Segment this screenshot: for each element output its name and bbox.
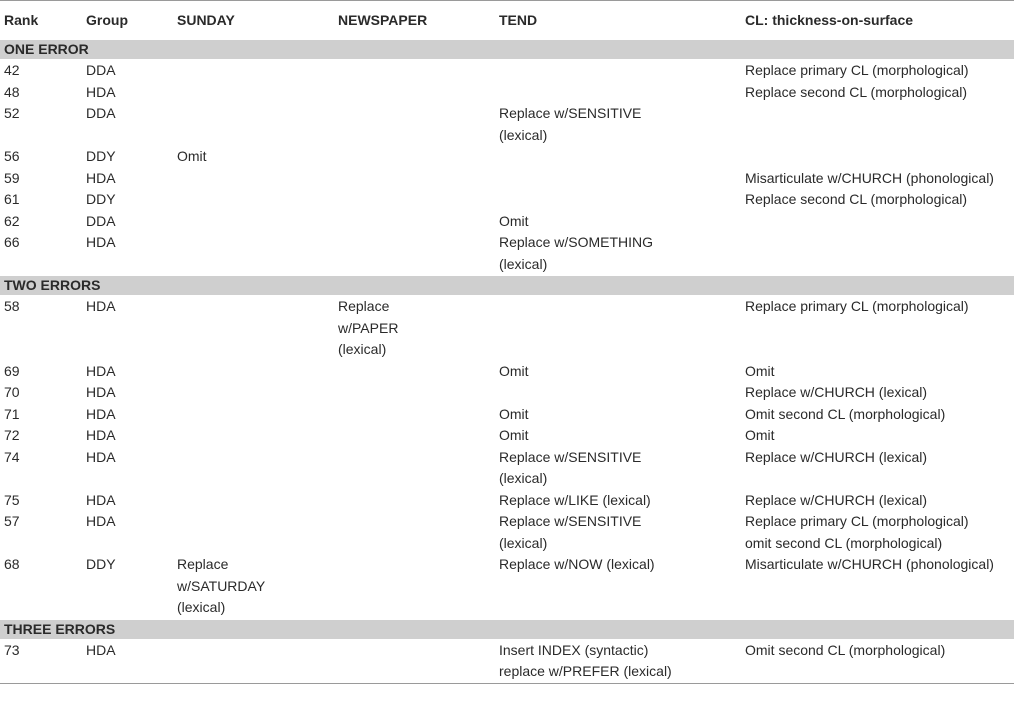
cell-tend [495, 189, 741, 211]
table-row [0, 425, 1014, 447]
cell-newspaper [334, 490, 495, 512]
cell-rank: 52 [4, 105, 20, 121]
header-tend: TEND [499, 12, 538, 28]
cell-tend [495, 425, 741, 447]
cell-line: Omit [745, 362, 775, 379]
cell-group: HDA [86, 83, 116, 100]
cell-line: Omit [499, 212, 529, 229]
cell-newspaper [334, 146, 495, 168]
cell-line: Replace primary CL (morphological) [745, 513, 969, 529]
cell-group: HDA [86, 448, 116, 465]
cell-sunday [173, 511, 334, 554]
cell-line: replace w/PREFER (lexical) [499, 663, 672, 679]
cell-line: Omit [745, 427, 775, 443]
cell-tend [495, 404, 741, 426]
section-header-row [0, 619, 1014, 639]
cell-sunday [173, 103, 334, 146]
cell-rank: 42 [4, 62, 20, 78]
cell-group: HDA [86, 641, 116, 658]
cell-cl [741, 361, 1014, 383]
cell-line: Misarticulate w/CHURCH (phonological) [745, 556, 994, 572]
cell-cl [741, 189, 1014, 211]
section-title: ONE ERROR [0, 40, 1014, 60]
cell-line: Misarticulate w/CHURCH (phonological) [745, 169, 994, 186]
cell-line: (lexical) [177, 599, 226, 615]
cell-line: Replace primary CL (morphological) [745, 298, 969, 314]
cell-newspaper [334, 103, 495, 146]
cell-line: Replace second CL (morphological) [745, 191, 968, 207]
cell-cl [741, 103, 1014, 146]
cell-line: (lexical) [499, 255, 548, 272]
cell-sunday [173, 490, 334, 512]
cell-rank: 48 [4, 83, 20, 100]
cell-group: HDA [86, 234, 116, 250]
cell-group: DDY [86, 191, 116, 207]
cell-newspaper [334, 60, 495, 82]
cell-group: DDA [86, 62, 116, 78]
cell-sunday [173, 146, 334, 168]
cell-group: HDA [86, 169, 116, 186]
section-header-row [0, 276, 1014, 296]
cell-sunday [173, 60, 334, 82]
cell-cl [741, 60, 1014, 82]
header-group: Group [86, 12, 128, 28]
cell-newspaper [334, 361, 495, 383]
cell-rank: 59 [4, 169, 20, 186]
cell-line: Omit second CL (morphological) [745, 405, 946, 422]
cell-sunday [173, 382, 334, 404]
cell-group: DDY [86, 556, 116, 572]
cell-line: w/PAPER [338, 319, 399, 336]
cell-line: Replace [177, 556, 229, 572]
cell-line: Omit [499, 362, 529, 379]
cell-line: omit second CL (morphological) [745, 534, 943, 551]
cell-cl [741, 447, 1014, 490]
cell-rank: 58 [4, 298, 20, 314]
cell-rank: 57 [4, 513, 20, 529]
cell-rank: 72 [4, 427, 20, 443]
cell-rank: 70 [4, 384, 20, 400]
cell-tend [495, 490, 741, 512]
cell-sunday [173, 404, 334, 426]
cell-tend [495, 232, 741, 276]
cell-tend [495, 639, 741, 683]
cell-sunday [173, 296, 334, 361]
cell-group: DDA [86, 105, 116, 121]
cell-tend [495, 146, 741, 168]
cell-group: HDA [86, 405, 116, 422]
table-row [0, 490, 1014, 512]
cell-cl [741, 232, 1014, 276]
table-body [0, 40, 1014, 684]
table-row [0, 168, 1014, 190]
cell-sunday [173, 554, 334, 619]
cell-group: DDA [86, 212, 116, 229]
cell-sunday [173, 639, 334, 683]
cell-cl [741, 168, 1014, 190]
table-row [0, 82, 1014, 104]
cell-sunday [173, 425, 334, 447]
cell-sunday [173, 211, 334, 233]
cell-tend [495, 382, 741, 404]
cell-sunday [173, 168, 334, 190]
cell-rank: 61 [4, 191, 20, 207]
cell-line: Omit [499, 405, 529, 422]
cell-rank: 75 [4, 491, 20, 508]
table-row [0, 211, 1014, 233]
cell-tend [495, 103, 741, 146]
cell-rank: 66 [4, 234, 20, 250]
cell-cl [741, 211, 1014, 233]
cell-tend [495, 447, 741, 490]
cell-tend [495, 60, 741, 82]
table-row [0, 361, 1014, 383]
header-newspaper: NEWSPAPER [338, 12, 428, 28]
cell-newspaper [334, 447, 495, 490]
cell-rank: 71 [4, 405, 20, 422]
cell-cl [741, 82, 1014, 104]
cell-line: Replace [338, 298, 390, 314]
cell-cl [741, 639, 1014, 683]
table-row [0, 382, 1014, 404]
cell-newspaper [334, 189, 495, 211]
cell-sunday [173, 232, 334, 276]
cell-rank: 68 [4, 556, 20, 572]
cell-tend [495, 296, 741, 361]
cell-sunday [173, 447, 334, 490]
table-row [0, 404, 1014, 426]
table-row [0, 146, 1014, 168]
table-row [0, 189, 1014, 211]
cell-newspaper [334, 425, 495, 447]
cell-group: HDA [86, 362, 116, 379]
cell-tend [495, 511, 741, 554]
cell-sunday [173, 82, 334, 104]
table-row [0, 232, 1014, 276]
cell-rank: 73 [4, 641, 20, 658]
cell-sunday [173, 361, 334, 383]
cell-newspaper [334, 554, 495, 619]
cell-rank: 62 [4, 212, 20, 229]
table-row [0, 60, 1014, 82]
cell-cl [741, 382, 1014, 404]
cell-line: (lexical) [338, 341, 387, 357]
cell-newspaper [334, 82, 495, 104]
cell-cl [741, 425, 1014, 447]
cell-line: (lexical) [499, 534, 548, 551]
cell-line: Insert INDEX (syntactic) [499, 641, 649, 658]
cell-group: HDA [86, 491, 116, 508]
cell-line: Omit [177, 148, 207, 164]
cell-cl [741, 511, 1014, 554]
table-row [0, 554, 1014, 619]
section-header-row [0, 40, 1014, 60]
cell-newspaper [334, 382, 495, 404]
cell-tend [495, 361, 741, 383]
cell-line: Omit [499, 427, 529, 443]
cell-cl [741, 554, 1014, 619]
cell-line: (lexical) [499, 470, 548, 486]
header-row [0, 1, 1014, 40]
cell-line: Omit second CL (morphological) [745, 641, 946, 658]
cell-sunday [173, 189, 334, 211]
table-row [0, 447, 1014, 490]
cell-group: HDA [86, 384, 116, 400]
table-row [0, 296, 1014, 361]
cell-group: HDA [86, 427, 116, 443]
table-row [0, 511, 1014, 554]
cell-newspaper [334, 168, 495, 190]
header-sunday: SUNDAY [177, 12, 235, 28]
cell-line: Replace w/SENSITIVE [499, 105, 642, 121]
cell-line: Replace second CL (morphological) [745, 83, 968, 100]
cell-group: HDA [86, 513, 116, 529]
cell-tend [495, 554, 741, 619]
cell-group: HDA [86, 298, 116, 314]
cell-cl [741, 296, 1014, 361]
cell-tend [495, 168, 741, 190]
cell-tend [495, 211, 741, 233]
cell-cl [741, 490, 1014, 512]
table-row [0, 639, 1014, 683]
cell-newspaper [334, 296, 495, 361]
cell-newspaper [334, 639, 495, 683]
section-title: THREE ERRORS [0, 619, 1014, 639]
cell-line: Replace w/CHURCH (lexical) [745, 448, 928, 465]
cell-newspaper [334, 511, 495, 554]
cell-line: Replace w/SOMETHING [499, 234, 654, 250]
cell-newspaper [334, 232, 495, 276]
cell-line: Replace w/LIKE (lexical) [499, 491, 651, 508]
cell-newspaper [334, 211, 495, 233]
cell-cl [741, 404, 1014, 426]
table-row [0, 103, 1014, 146]
cell-rank: 74 [4, 448, 20, 465]
cell-rank: 69 [4, 362, 20, 379]
cell-tend [495, 82, 741, 104]
cell-line: Replace w/CHURCH (lexical) [745, 384, 928, 400]
cell-line: Replace w/CHURCH (lexical) [745, 491, 928, 508]
cell-line: Replace primary CL (morphological) [745, 62, 969, 78]
cell-line: Replace w/NOW (lexical) [499, 556, 655, 572]
cell-cl [741, 146, 1014, 168]
header-rank: Rank [4, 12, 39, 28]
cell-line: (lexical) [499, 126, 548, 143]
cell-rank: 56 [4, 148, 20, 164]
cell-group: DDY [86, 148, 116, 164]
section-title: TWO ERRORS [0, 276, 1014, 296]
cell-line: Replace w/SENSITIVE [499, 513, 642, 529]
header-cl: CL: thickness-on-surface [745, 12, 914, 28]
cell-line: w/SATURDAY [177, 577, 266, 594]
cell-newspaper [334, 404, 495, 426]
cell-line: Replace w/SENSITIVE [499, 448, 642, 465]
